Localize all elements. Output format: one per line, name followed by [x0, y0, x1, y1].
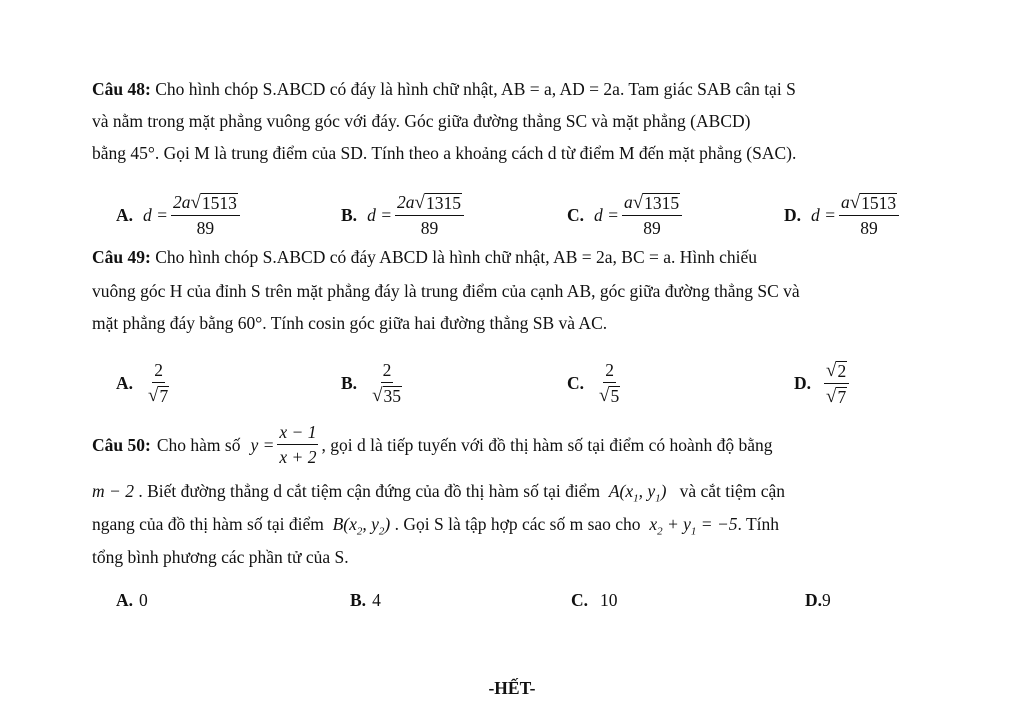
option-prefix: d = — [594, 204, 619, 225]
option-label: C. — [571, 590, 589, 610]
q50-option-b[interactable] — [350, 590, 381, 611]
option-prefix: d = — [143, 204, 168, 225]
q49-line1 — [92, 246, 757, 268]
denominator: 89 — [643, 218, 661, 238]
q50-text2b: . Biết đường thẳng d cắt tiệm cận đứng của đồ thị hàm số tại điểm — [138, 481, 601, 501]
option-value: 4 — [372, 590, 381, 610]
option-fraction: 2a √ 1513 89 — [171, 192, 240, 238]
q50-text2c: và cắt tiệm cận — [679, 481, 786, 501]
option-label: D. — [805, 590, 823, 610]
radicand: 1513 — [861, 193, 897, 213]
option-prefix: d = — [811, 204, 836, 225]
option-fraction: a √ 1513 89 — [839, 192, 899, 238]
option-value: 10 — [600, 590, 618, 610]
q49-line3: mặt phẳng đáy bằng 60°. Tính cosin góc giữa hai đường thẳng SB và AC. — [92, 313, 608, 333]
option-label: A. — [116, 590, 134, 610]
q48-line3: bằng 45°. Gọi M là trung điểm của SD. Tính theo a khoảng cách d từ điểm M đến mặt phẳng (SAC). — [92, 143, 797, 163]
q49-option-c[interactable] — [567, 360, 625, 406]
denominator: 89 — [860, 218, 878, 238]
q50-line2 — [92, 480, 785, 510]
option-fraction: 2 √ 35 — [372, 360, 401, 406]
option-value: 0 — [139, 590, 148, 610]
option-prefix: d = — [367, 204, 392, 225]
q49-label: Câu 49: — [92, 247, 151, 267]
option-label: B. — [341, 204, 358, 225]
option-label: B. — [341, 372, 358, 393]
q48-option-b[interactable] — [341, 192, 467, 238]
denominator: 89 — [196, 218, 215, 238]
option-fraction: 2a √ 1315 89 — [395, 192, 464, 238]
option-label: A. — [116, 372, 134, 393]
radicand: 1513 — [201, 193, 237, 213]
radicand: 7 — [837, 387, 847, 407]
option-label: C. — [567, 204, 585, 225]
numerator: 2 — [603, 360, 616, 383]
option-label: D. — [784, 204, 802, 225]
option-label: B. — [350, 590, 367, 610]
m-minus-2: m − 2 — [92, 481, 134, 501]
function-fraction — [277, 422, 318, 467]
point-a: $A(x_1$, $y_1$) — [608, 481, 667, 505]
radicand: 1315 — [425, 193, 461, 213]
q50-text3b: . Gọi S là tập hợp các số m sao cho — [394, 514, 641, 534]
numerator: x − 1 — [277, 422, 318, 445]
q49-option-d[interactable] — [794, 360, 852, 407]
denominator: x + 2 — [279, 447, 317, 467]
option-label: C. — [567, 372, 585, 393]
coef: a — [840, 192, 850, 212]
point-b: $B(x_2$, $y_2$) — [332, 514, 391, 538]
q48-option-a[interactable] — [116, 192, 243, 238]
numerator: 2 — [381, 360, 394, 383]
option-label: A. — [116, 204, 134, 225]
coef: a — [623, 192, 633, 212]
q50-text3a: ngang của đồ thị hàm số tại điểm — [92, 514, 324, 534]
q50-option-d[interactable] — [805, 590, 831, 611]
option-fraction: 2 √ 5 — [599, 360, 620, 406]
denominator: 89 — [420, 218, 439, 238]
q49-option-a[interactable] — [116, 360, 174, 406]
numerator: 2 — [152, 360, 165, 383]
q48-line1 — [92, 78, 796, 100]
q49-option-b[interactable] — [341, 360, 407, 406]
q50-text1a: Cho hàm số — [156, 434, 241, 455]
option-fraction: a √ 1315 89 — [622, 192, 682, 238]
q48-option-d[interactable] — [784, 192, 902, 238]
q49-line2: vuông góc H của đỉnh S trên mặt phẳng đáy là trung điểm của cạnh AB, góc giữa đường thẳng SC và — [92, 281, 800, 301]
q48-text1: Cho hình chóp S.ABCD có đáy là hình chữ nhật, AB = a, AD = 2a. Tam giác SAB cân tại S — [155, 79, 796, 99]
y-equals: y = — [250, 434, 275, 455]
radicand: 2 — [837, 361, 847, 381]
q50-line3 — [92, 513, 779, 543]
option-label: D. — [794, 373, 812, 393]
option-fraction: 2 √ 7 — [148, 360, 169, 406]
q48-line2: và nằm trong mặt phẳng vuông góc với đáy. Góc giữa đường thẳng SC và mặt phẳng (ABCD) — [92, 111, 751, 131]
coef: 2a — [172, 192, 191, 212]
q48-option-c[interactable] — [567, 192, 685, 238]
coef: 2a — [397, 192, 415, 212]
q48-label: Câu 48: — [92, 79, 151, 99]
radicand: 7 — [159, 386, 169, 406]
q50-option-a[interactable] — [116, 590, 148, 611]
radicand: 5 — [610, 386, 620, 406]
condition: $x_2 + y_1 = -5$ — [649, 514, 738, 538]
q50-option-c[interactable] — [571, 590, 618, 611]
q49-text1: Cho hình chóp S.ABCD có đáy ABCD là hình chữ nhật, AB = 2a, BC = a. Hình chiếu — [155, 247, 758, 267]
q50-text3c: . Tính — [737, 514, 780, 534]
option-value: 9 — [822, 590, 831, 610]
q50-label: Câu 50: — [92, 434, 151, 455]
radicand: 35 — [383, 386, 401, 406]
option-fraction: √ 2 √ 7 — [824, 360, 849, 407]
q50-text1b: , gọi d là tiếp tuyến với đồ thị hàm số tại điểm có hoành độ bằng — [321, 434, 773, 455]
end-marker: -HẾT- — [488, 678, 536, 698]
radicand: 1315 — [644, 193, 680, 213]
q50-line1 — [92, 422, 773, 467]
q50-line4: tổng bình phương các phần tử của S. — [92, 547, 349, 567]
